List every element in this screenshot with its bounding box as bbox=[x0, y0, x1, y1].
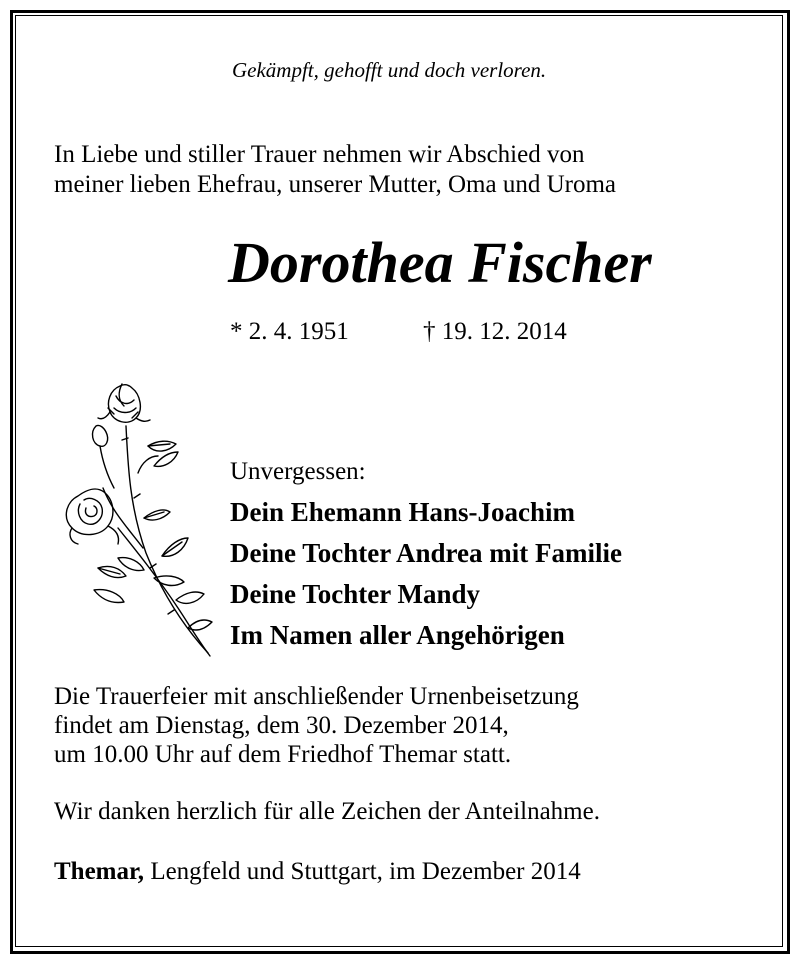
mourner-item: Deine Tochter Mandy bbox=[230, 579, 481, 609]
rose-icon bbox=[58, 378, 226, 663]
motto: Gekämpft, gehofft und doch verloren. bbox=[232, 58, 547, 82]
mourner-item: Dein Ehemann Hans-Joachim bbox=[230, 497, 576, 527]
mourner-item: Im Namen aller Angehörigen bbox=[230, 620, 565, 650]
service-info bbox=[54, 682, 579, 769]
thanks-text: Wir danken herzlich für alle Zeichen der Anteilnahme. bbox=[54, 798, 600, 825]
intro-line-2: meiner lieben Ehefrau, unserer Mutter, Oma und Uroma bbox=[54, 171, 616, 198]
intro-text bbox=[54, 140, 616, 200]
birth-date: * 2. 4. 1951 bbox=[230, 318, 349, 345]
deceased-name: Dorothea Fischer bbox=[228, 230, 652, 295]
service-line-3: um 10.00 Uhr auf dem Friedhof Themar statt. bbox=[54, 741, 512, 768]
place-rest: Lengfeld und Stuttgart, im Dezember 2014 bbox=[144, 858, 581, 885]
place-date bbox=[54, 858, 581, 886]
intro-line-1: In Liebe und stiller Trauer nehmen wir Abschied von bbox=[54, 141, 585, 168]
mourner-item: Deine Tochter Andrea mit Familie bbox=[230, 538, 622, 568]
mourners-list bbox=[230, 497, 622, 661]
remembrance-heading: Unvergessen: bbox=[230, 458, 366, 485]
service-line-1: Die Trauerfeier mit anschließender Urnenbeisetzung bbox=[54, 683, 579, 710]
place-town: Themar, bbox=[54, 858, 145, 885]
death-date: † 19. 12. 2014 bbox=[423, 318, 567, 345]
service-line-2: findet am Dienstag, dem 30. Dezember 2014, bbox=[54, 712, 509, 739]
